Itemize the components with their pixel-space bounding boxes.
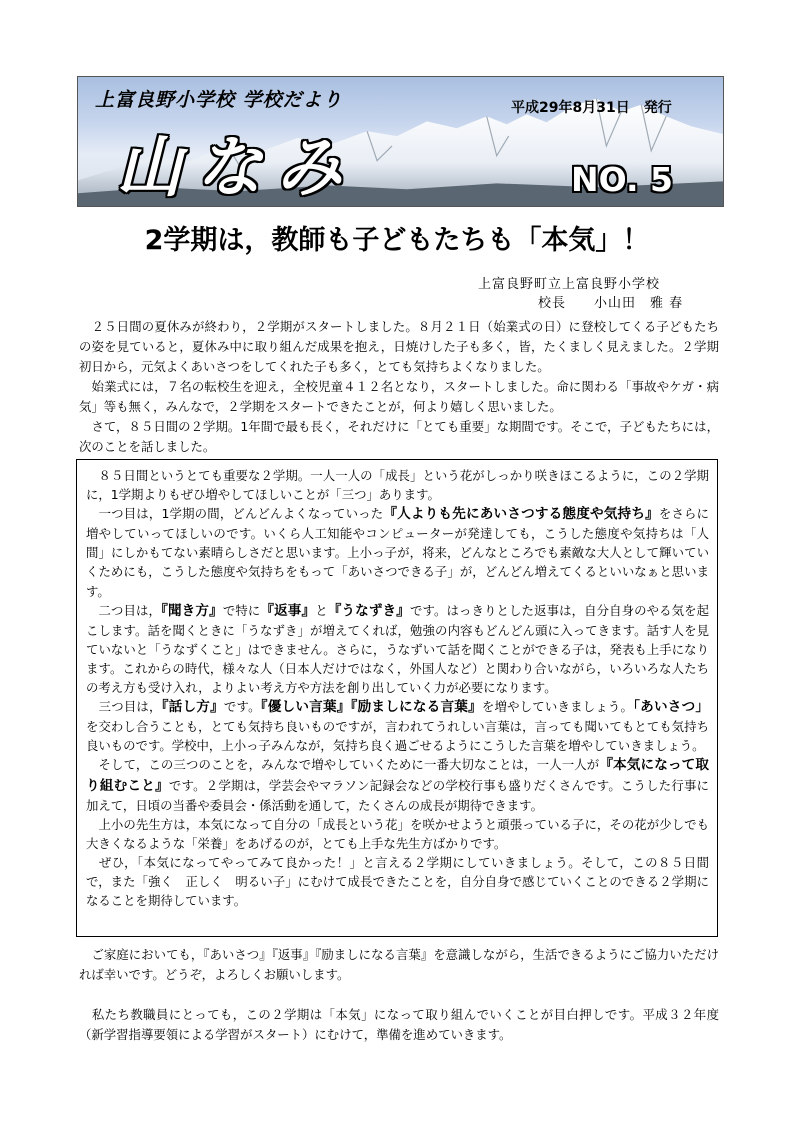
author-name: 校長 小山田 雅 春	[538, 296, 684, 311]
box-paragraph-1: ８５日間というとても重要な２学期。一人一人の「成長」という花がしっかり咲きほこるように，この２学期に，1学期よりもぜひ増やしてほしいことが「三つ」あります。	[86, 468, 710, 503]
box-paragraph-4: 三つ目は，『話し方』です。『優しい言葉』『励ましになる言葉』を増やしていきましょう。「あいさつ」を交わし合うことも，とても気持ち良いものですが，言われてうれしい言葉は，言っても聞いてもとても気持ち良いものです。学校中，上小っ子みんなが，気持ち良く過ごせるようにこうした言葉を増やしていきましょう。	[86, 699, 709, 754]
intro-paragraph-1: ２５日間の夏休みが終わり，２学期がスタートしました。８月２１日（始業式の日）に登校してくる子どもたちの姿を見ていると，夏休み中に取り組んだ成果を抱え，日焼けした子も多く，皆，たくましく見えました。２学期初日から，元気よくあいさつをしてくれた子も多く，とても気持ちよくなりました。	[79, 319, 720, 374]
author-school: 上富良野町立上富良野小学校	[478, 277, 661, 292]
school-name: 上富良野小学校 学校だより	[95, 89, 343, 111]
box-paragraph-5: そして，この三つのことを，みんなで増やしていくために一番大切なことは，一人一人が『本気になって取り組むこと』です。２学期は，学芸会やマラソン記録会などの学校行事も盛りだくさんです。こうした行事に加えて，日頃の当番や委員会・係活動を通して，たくさんの成長が期待できます。	[86, 757, 710, 813]
closing-paragraph-1: ご家庭においても，『あいさつ』『返事』『励ましになる言葉』を意識しながら，生活できるようにご協力いただければ幸いです。どうぞ，よろしくお願いします。	[79, 947, 720, 982]
intro-paragraph-2: 始業式には，７名の転校生を迎え，全校児童４１２名となり，スタートしました。命に関わる「事故やケガ・病気」等も無く，みんなで，２学期をスタートできたことが，何より嬉しく思いました。	[79, 379, 719, 414]
newsletter-title: 山なみ	[116, 129, 356, 206]
box-paragraph-6: 上小の先生方は，本気になって自分の「成長という花」を咲かせようと頑張っている子に，その花が少しでも大きくなるような「栄養」をあげるのが，とても上手な先生方ばかりです。	[86, 816, 710, 851]
issue-number: NO. 5	[571, 160, 673, 199]
issue-date: 平成29年8月31日 発行	[511, 100, 672, 116]
box-paragraph-3: 二つ目は，『聞き方』で特に『返事』と『うなずき』です。はっきりとした返事は，自分自身のやる気を起こします。話を聞くときに「うなずき」が増えてくれば，勉強の内容もどんどん頭に入ってきます。話す人を見ていないと「うなずくこと」はできません。さらに，うなずいて話を聞くことができる子は，発表も上手になります。これからの時代，様々な人（日本人だけではなく，外国人など）と関わり合いながら，いろいろな人たちの考え方も受け入れ，よりよい考え方や方法を創り出していく力が必要になります。	[86, 602, 710, 696]
headline: 2学期は，教師も子どもたちも「本気」！	[144, 225, 650, 256]
masthead-banner	[77, 76, 724, 207]
box-paragraph-2: 一つ目は，1学期の間，どんどんよくなっていった『人よりも先にあいさつする態度や気持ち』をさらに増やしていってほしいのです。いくら人工知能やコンピューターが発達しても，こうした態度や気持ちは「人間」にしかもてない素晴らしさだと思います。上小っ子が，将来，どんなところでも素敵な大人として輝いていくためにも，こうした態度や気持ちをもって「あいさつできる子」が，どんどん増えてくるといいなぁと思います。	[86, 506, 710, 599]
intro-paragraph-3: さて，８５日間の２学期。1年間で最も長く，それだけに「とても重要」な期間です。そこで，子どもたちには，次のことを話しました。	[79, 419, 719, 454]
speech-box	[76, 459, 718, 937]
box-paragraph-7: ぜひ，「本気になってやってみて良かった！」と言える２学期にしていきましょう。そして，この８５日間で，また「強く 正しく 明るい子」にむけて成長できたことを，自分自身で感じていくことのできる２学期になることを期待しています。	[86, 854, 710, 909]
closing-paragraph-2: 私たち教職員にとっても，この２学期は「本気」になって取り組んでいくことが目白押しです。平成３２年度（新学習指導要領による学習がスタート）にむけて，準備を進めていきます。	[79, 1007, 720, 1042]
